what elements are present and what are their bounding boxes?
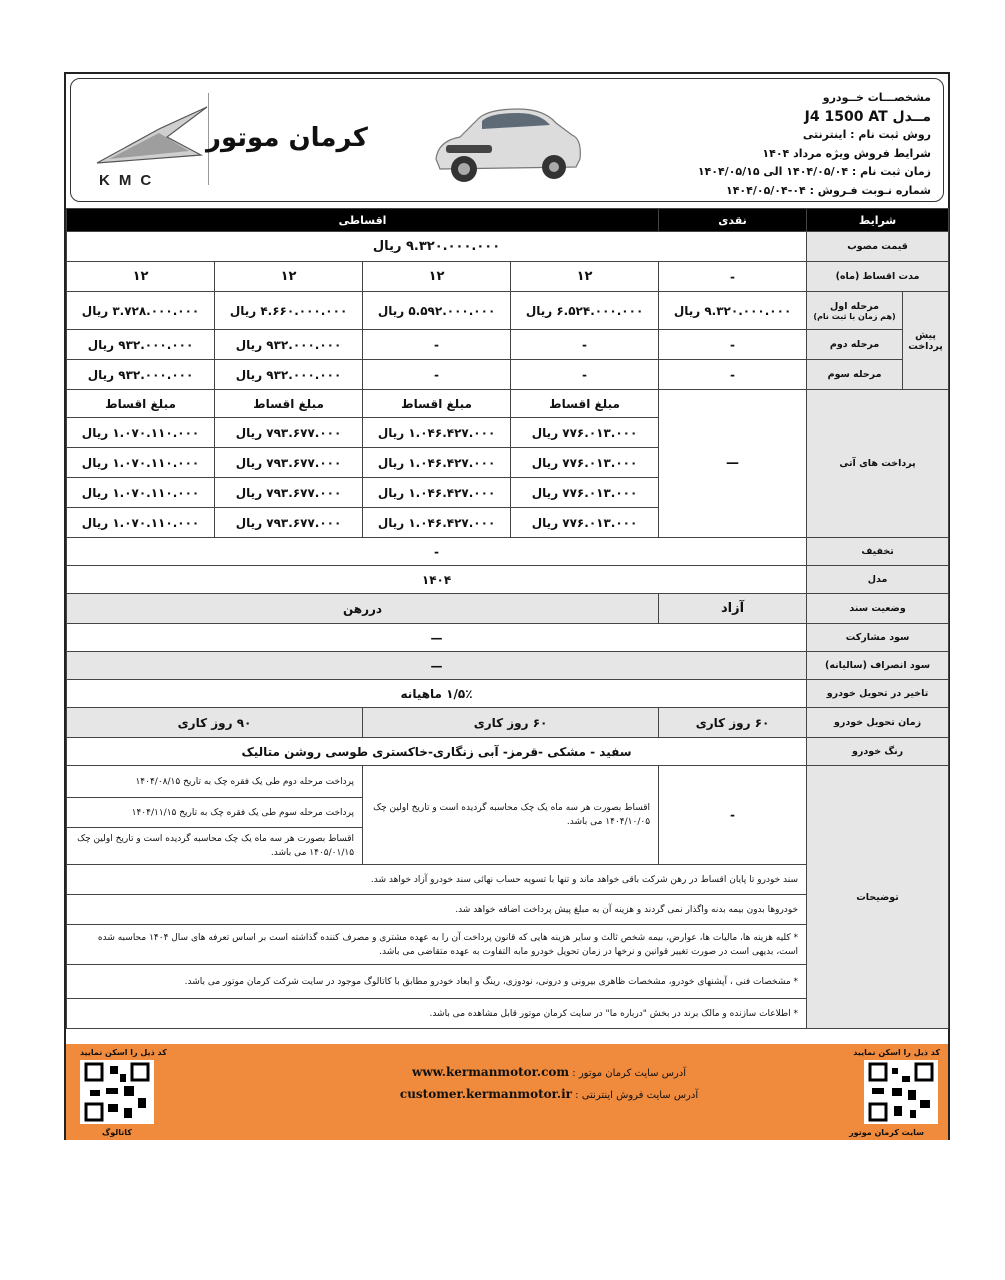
delivery-cash: ۶۰ روز کاری [659, 708, 807, 738]
duration-cell: ۱۲ [67, 262, 215, 292]
table-row [67, 262, 949, 292]
turn-number: شماره نـوبت فـروش : ۰۴-۱۴۰۴/۰۵/۰۴ [725, 183, 931, 197]
table-row [67, 360, 949, 390]
table-row [67, 390, 949, 418]
stage1-cell: ۶.۵۲۴.۰۰۰.۰۰۰ ریال [511, 292, 659, 330]
installment-cell: ۱.۰۷۰.۱۱۰.۰۰۰ ریال [67, 478, 215, 508]
installment-cell: ۷۷۶.۰۱۳.۰۰۰ ریال [511, 508, 659, 538]
stage2-cell: - [511, 330, 659, 360]
qr-code-site-icon[interactable] [864, 1060, 938, 1124]
duration-cell: ۱۲ [511, 262, 659, 292]
delivery-label: زمان تحویل خودرو [807, 708, 949, 738]
site-label: آدرس سایت کرمان موتور : [572, 1068, 686, 1079]
table-row [67, 766, 949, 798]
installment-cell: ۱.۰۴۶.۴۲۷.۰۰۰ ریال [363, 478, 511, 508]
stage1-cell: ۳.۷۲۸.۰۰۰.۰۰۰ ریال [67, 292, 215, 330]
table-row [67, 330, 949, 360]
table-header-row [67, 209, 949, 232]
col-install: اقساطی [67, 209, 659, 232]
col-cash: نقدی [659, 209, 807, 232]
installment-cell: ۱.۰۴۶.۴۲۷.۰۰۰ ریال [363, 508, 511, 538]
reg-time: زمان ثبت نام : ۱۴۰۴/۰۵/۰۴ الی ۱۴۰۴/۰۵/۱۵ [697, 165, 931, 178]
duration-cell: ۱۲ [363, 262, 511, 292]
shop-url-link[interactable]: customer.kermanmotor.ir [399, 1087, 572, 1101]
installment-cell: ۷۷۶.۰۱۳.۰۰۰ ریال [511, 448, 659, 478]
qr-code-catalog-icon[interactable] [80, 1060, 154, 1124]
price-sheet [64, 72, 950, 1140]
table-row [67, 566, 949, 594]
note-last-2: پرداخت مرحله سوم طی یک فقره چک به تاریخ ۱۴۰۴/۱۱/۱۵ [67, 798, 363, 828]
spec-block [671, 89, 931, 200]
stage2-cell: ۹۳۲.۰۰۰.۰۰۰ ریال [67, 330, 215, 360]
color-label: رنگ خودرو [807, 738, 949, 766]
stage2-cell: - [363, 330, 511, 360]
sale-terms: شرایط فروش ویژه مرداد ۱۴۰۴ [762, 146, 931, 160]
spec-title: مشخصـــات خــودرو [822, 91, 931, 104]
car-image [426, 89, 586, 191]
doc-cash: آزاد [659, 594, 807, 624]
shop-line [384, 1084, 714, 1106]
stage3-label: مرحله سوم [807, 360, 903, 390]
kmc-logo-icon [89, 93, 219, 189]
colors-value: سفید - مشکی -قرمز- آبی زنگاری-خاکستری طوسی روشن متالیک [67, 738, 807, 766]
installment-cell: ۷۹۳.۶۷۷.۰۰۰ ریال [215, 508, 363, 538]
duration-label: مدت اقساط (ماه) [807, 262, 949, 292]
shop-label: آدرس سایت فروش اینترنتی : [575, 1090, 699, 1101]
model-line: مــدل J4 1500 AT [804, 108, 931, 125]
table-row [67, 292, 949, 330]
stage3-cell: - [659, 360, 807, 390]
note-a: سند خودرو تا پایان اقساط در رهن شرکت باقی خواهد ماند و تنها با تسویه حساب نهائی سند خودرو آزاد خواهد شد. [67, 865, 807, 895]
model-label: مدل [807, 566, 949, 594]
cancel-value: — [67, 652, 807, 680]
table-row [67, 232, 949, 262]
installment-amount-header: مبلغ اقساط [363, 390, 511, 418]
site-url-link[interactable]: www.kermanmotor.com [412, 1065, 570, 1079]
table-row [67, 738, 949, 766]
cancel-label: سود انصراف (سالیانه) [807, 652, 949, 680]
approved-price: ۹.۳۲۰.۰۰۰.۰۰۰ ریال [67, 232, 807, 262]
scan-hint-left: کد ذیل را اسکن نمایید [80, 1048, 167, 1057]
stage3-cell: ۹۳۲.۰۰۰.۰۰۰ ریال [215, 360, 363, 390]
caption-site: سایت کرمان موتور [849, 1128, 924, 1137]
approved-price-label: قیمت مصوب [807, 232, 949, 262]
future-label: پرداخت های آتی [807, 390, 949, 538]
site-links [384, 1062, 714, 1106]
installment-cell: ۱.۰۴۶.۴۲۷.۰۰۰ ریال [363, 448, 511, 478]
duration-cell: ۱۲ [215, 262, 363, 292]
stage1-title: مرحله اول [830, 300, 880, 312]
doc-install: دررهن [67, 594, 659, 624]
prepay-label: پیش پرداخت [903, 292, 949, 390]
svg-text:KMC: KMC [99, 172, 161, 189]
partnership-value: — [67, 624, 807, 652]
model-year: ۱۴۰۴ [67, 566, 807, 594]
stage2-cell: - [659, 330, 807, 360]
table-row [67, 594, 949, 624]
reg-method: روش ثبت نام : اینترنتی [802, 128, 931, 141]
stage1-cell: ۹.۳۲۰.۰۰۰.۰۰۰ ریال [659, 292, 807, 330]
installment-cell: ۱.۰۷۰.۱۱۰.۰۰۰ ریال [67, 418, 215, 448]
notes-label: توضیحات [807, 766, 949, 1029]
stage3-cell: ۹۳۲.۰۰۰.۰۰۰ ریال [67, 360, 215, 390]
delivery-last: ۹۰ روز کاری [67, 708, 363, 738]
stage2-label: مرحله دوم [807, 330, 903, 360]
installment-amount-header: مبلغ اقساط [67, 390, 215, 418]
stage1-note: (هم زمان با ثبت نام) [813, 311, 896, 321]
stage3-cell: - [363, 360, 511, 390]
discount-label: تخفیف [807, 538, 949, 566]
doc-label: وضعیت سند [807, 594, 949, 624]
installment-cell: ۱.۰۴۶.۴۲۷.۰۰۰ ریال [363, 418, 511, 448]
duration-cell: - [659, 262, 807, 292]
note-d: * مشخصات فنی ، آپشنهای خودرو، مشخصات ظاهری بیرونی و درونی، نودوزی، رینگ و ابعاد خودرو مطابق با کاتالوگ موجود در سایت شرکت کرمان موتور می باشد. [67, 965, 807, 999]
note-b: خودروها بدون بیمه بدنه واگذار نمی گردند و هزینه آن به مبلغ پیش پرداخت اضافه خواهد شد. [67, 895, 807, 925]
notes-cash: - [659, 766, 807, 865]
delivery-mid: ۶۰ روز کاری [363, 708, 659, 738]
footer-bar [66, 1044, 948, 1140]
table-row [67, 708, 949, 738]
stage2-cell: ۹۳۲.۰۰۰.۰۰۰ ریال [215, 330, 363, 360]
discount-value: - [67, 538, 807, 566]
table-row [67, 680, 949, 708]
installment-cell: ۷۹۳.۶۷۷.۰۰۰ ریال [215, 448, 363, 478]
note-c: * کلیه هزینه ها، مالیات ها، عوارض، بیمه شخص ثالث و سایر هزینه هایی که قانون پرداخت آن را به عهده مشتری و مصرف کننده گذاشته است بر اساس تعرفه های سال ۱۴۰۴ محاسبه شده است، بدیهی است در صورت تغییر قوانین و نرخها در زمان تحویل خودرو مابه التفاوت به عهده متقاضی می باشد. [67, 925, 807, 965]
stage1-cell: ۴.۶۶۰.۰۰۰.۰۰۰ ریال [215, 292, 363, 330]
installment-cell: ۷۷۶.۰۱۳.۰۰۰ ریال [511, 418, 659, 448]
stage1-label [807, 292, 903, 330]
site-line [384, 1062, 714, 1084]
note-e: * اطلاعات سازنده و مالک برند در بخش "درباره ما" در سایت کرمان موتور قابل مشاهده می باشد. [67, 999, 807, 1029]
future-cash: — [659, 390, 807, 538]
note-last-3: اقساط بصورت هر سه ماه یک چک محاسبه گردیده است و تاریخ اولین چک ۱۴۰۵/۰۱/۱۵ می باشد. [67, 828, 363, 865]
installment-cell: ۷۹۳.۶۷۷.۰۰۰ ریال [215, 418, 363, 448]
table-row [67, 624, 949, 652]
scan-hint-right: کد ذیل را اسکن نمایید [853, 1048, 940, 1057]
installment-cell: ۷۹۳.۶۷۷.۰۰۰ ریال [215, 478, 363, 508]
installment-cell: ۱.۰۷۰.۱۱۰.۰۰۰ ریال [67, 508, 215, 538]
installment-amount-header: مبلغ اقساط [511, 390, 659, 418]
partnership-label: سود مشارکت [807, 624, 949, 652]
caption-catalog: کاتالوگ [102, 1128, 132, 1137]
header-box [70, 78, 944, 202]
table-row [67, 538, 949, 566]
installment-cell: ۱.۰۷۰.۱۱۰.۰۰۰ ریال [67, 448, 215, 478]
price-table [66, 208, 949, 1029]
installment-amount-header: مبلغ اقساط [215, 390, 363, 418]
table-row [67, 652, 949, 680]
brand-name: کرمان موتور [206, 123, 368, 153]
note-mid: اقساط بصورت هر سه ماه یک چک محاسبه گردیده است و تاریخ اولین چک ۱۴۰۴/۱۰/۰۵ می باشد. [363, 766, 659, 865]
stage3-cell: - [511, 360, 659, 390]
installment-cell: ۷۷۶.۰۱۳.۰۰۰ ریال [511, 478, 659, 508]
delay-label: تاخیر در تحویل خودرو [807, 680, 949, 708]
note-last-1: پرداخت مرحله دوم طی یک فقره چک به تاریخ ۱۴۰۴/۰۸/۱۵ [67, 766, 363, 798]
delay-value: ۱/۵٪ ماهیانه [67, 680, 807, 708]
stage1-cell: ۵.۵۹۲.۰۰۰.۰۰۰ ریال [363, 292, 511, 330]
col-terms: شرایط [807, 209, 949, 232]
